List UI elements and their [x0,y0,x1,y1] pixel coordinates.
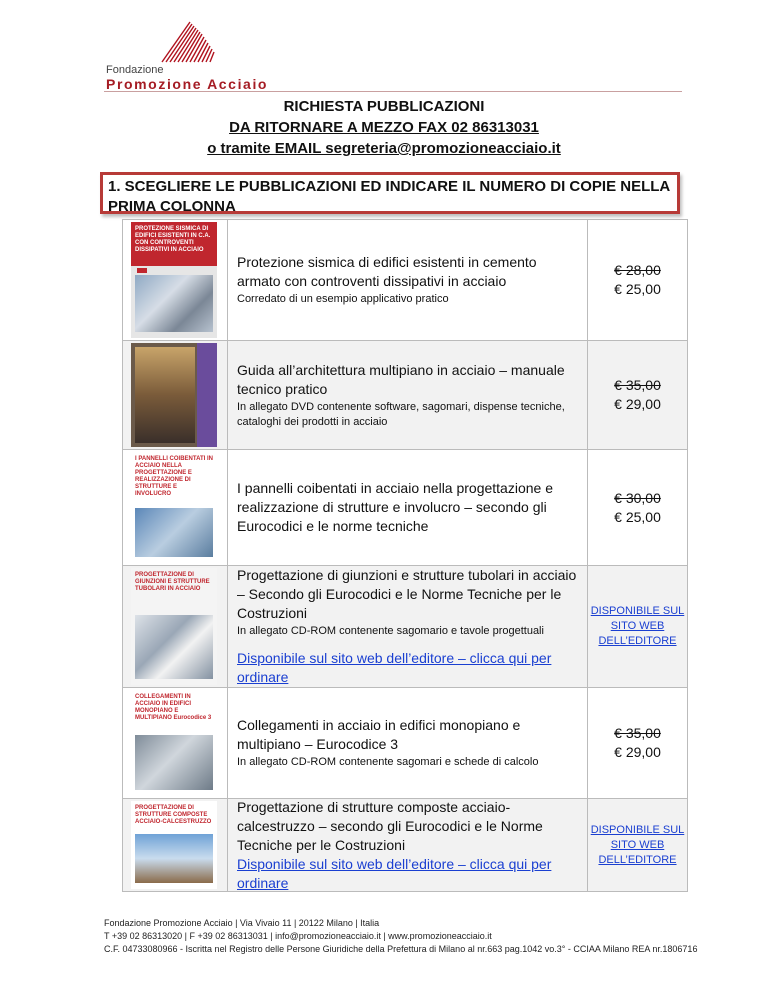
old-price: € 28,00 [614,262,661,278]
request-title-line1: RICHIESTA PUBBLICAZIONI [283,98,485,115]
publication-title: Collegamenti in acciaio in edifici monopiano e multipiano – Eurocodice 3 [237,717,521,752]
cover-cell [123,450,228,565]
book-cover-image [131,568,217,685]
publication-subtitle: In allegato DVD contenente software, sagomari, dispense tecniche, cataloghi dei prodotti in acciaio [237,400,565,428]
cover-title: PROGETTAZIONE DI GIUNZIONI E STRUTTURE TUBOLARI IN ACCIAIO [135,572,210,592]
price-cell [588,799,687,891]
publication-subtitle: Corredato di un esempio applicativo pratico [237,293,449,305]
old-price: € 30,00 [614,489,661,506]
description-cell [228,688,588,798]
request-title [0,96,768,159]
cover-title: COLLEGAMENTI IN ACCIAIO IN EDIFICI MONOPIANO E MULTIPIANO Eurocodice 3 [135,694,212,721]
publication-subtitle: In allegato CD-ROM contenente sagomario e tavole progettuali [237,625,544,637]
description-cell [228,341,588,449]
available-on-publisher-link[interactable]: DISPONIBILE SUL SITO WEB DELL’EDITORE [590,605,685,647]
request-title-line3[interactable]: o tramite EMAIL segreteria@promozioneacciaio.it [207,140,561,157]
cover-cell [123,688,228,798]
publication-row [123,341,687,450]
book-cover-image [131,801,217,889]
old-price: € 35,00 [614,377,661,393]
old-price: € 35,00 [614,725,661,741]
price: € 25,00 [614,281,661,297]
price-cell [588,220,687,340]
footer-contacts: T +39 02 86313020 | F +39 02 86313031 | info@promozioneacciaio.it | www.promozioneacciaio.it [104,931,492,941]
footer-address: Fondazione Promozione Acciaio | Via Vivaio 11 | 20122 Milano | Italia [104,918,380,928]
description-cell [228,799,588,891]
section-heading: 1. SCEGLIERE LE PUBBLICAZIONI ED INDICARE IL NUMERO DI COPIE NELLA PRIMA COLONNA [100,172,680,214]
publication-row [123,566,687,688]
logo-fan-icon [140,18,240,66]
publication-subtitle: In allegato CD-ROM contenente sagomari e schede di calcolo [237,756,539,768]
cover-cell [123,220,228,340]
publication-row [123,799,687,891]
price-cell [588,341,687,449]
footer [104,917,704,956]
publication-title: Guida all’architettura multipiano in acciaio – manuale tecnico pratico [237,361,565,397]
cover-title: PROGETTAZIONE DI STRUTTURE COMPOSTE ACCIAIO-CALCESTRUZZO [135,805,212,825]
book-cover-image [131,222,217,338]
publisher-order-link[interactable]: Disponibile sul sito web dell’editore – clicca qui per ordinare [237,855,552,891]
publication-title: I pannelli coibentati in acciaio nella progettazione e realizzazione di strutture e involucro – secondo gli Eurocodici e le norme tecniche [237,480,553,534]
cover-title: PROTEZIONE SISMICA DI EDIFICI ESISTENTI IN C.A. CON CONTROVENTI DISSIPATIVI IN ACCIAIO [135,226,211,253]
cover-title: I PANNELLI COIBENTATI IN ACCIAIO NELLA PROGETTAZIONE E REALIZZAZIONE DI STRUTTURE E INVOLUCRO [135,456,213,497]
book-cover-image [131,690,217,796]
cover-cell [123,341,228,449]
logo-brand: Promozione Acciaio [106,76,269,92]
book-cover-image [131,343,217,447]
price: € 29,00 [614,396,661,412]
logo-fondazione: Fondazione [106,64,164,76]
publication-row [123,450,687,566]
price-cell [588,688,687,798]
description-cell [228,450,588,565]
publication-title: Progettazione di giunzioni e strutture tubolari in acciaio – Secondo gli Eurocodici e le Norme Tecniche per le Costruzioni [237,567,577,621]
book-cover-image [131,452,217,563]
price-cell [588,450,687,565]
cover-cell [123,799,228,891]
publisher-order-link[interactable]: Disponibile sul sito web dell’editore – clicca qui per ordinare [237,650,552,685]
price: € 29,00 [614,744,661,760]
publication-row [123,220,687,341]
description-cell [228,220,588,340]
price-cell [588,566,687,687]
footer-legal: C.F. 04733080966 - Iscritta nel Registro delle Persone Giuridiche della Prefettura di Milano al nr.663 pag.1042 vo.3° - CCIAA Milano REA nr.1806716 [104,944,698,954]
publication-row [123,688,687,799]
publication-title: Protezione sismica di edifici esistenti in cemento armato con controventi dissipativi in acciaio [237,254,537,289]
publications-table [122,219,688,892]
publication-title: Progettazione di strutture composte acciaio-calcestruzzo – secondo gli Eurocodici e le Norme Tecniche per le Costruzioni [237,798,543,853]
cover-cell [123,566,228,687]
request-title-line2: DA RITORNARE A MEZZO FAX 02 86313031 [229,119,539,136]
price: € 25,00 [614,508,661,525]
description-cell [228,566,588,687]
available-on-publisher-link[interactable]: DISPONIBILE SUL SITO WEB DELL’EDITORE [590,823,685,866]
header-divider [104,91,682,92]
logo [104,18,304,90]
